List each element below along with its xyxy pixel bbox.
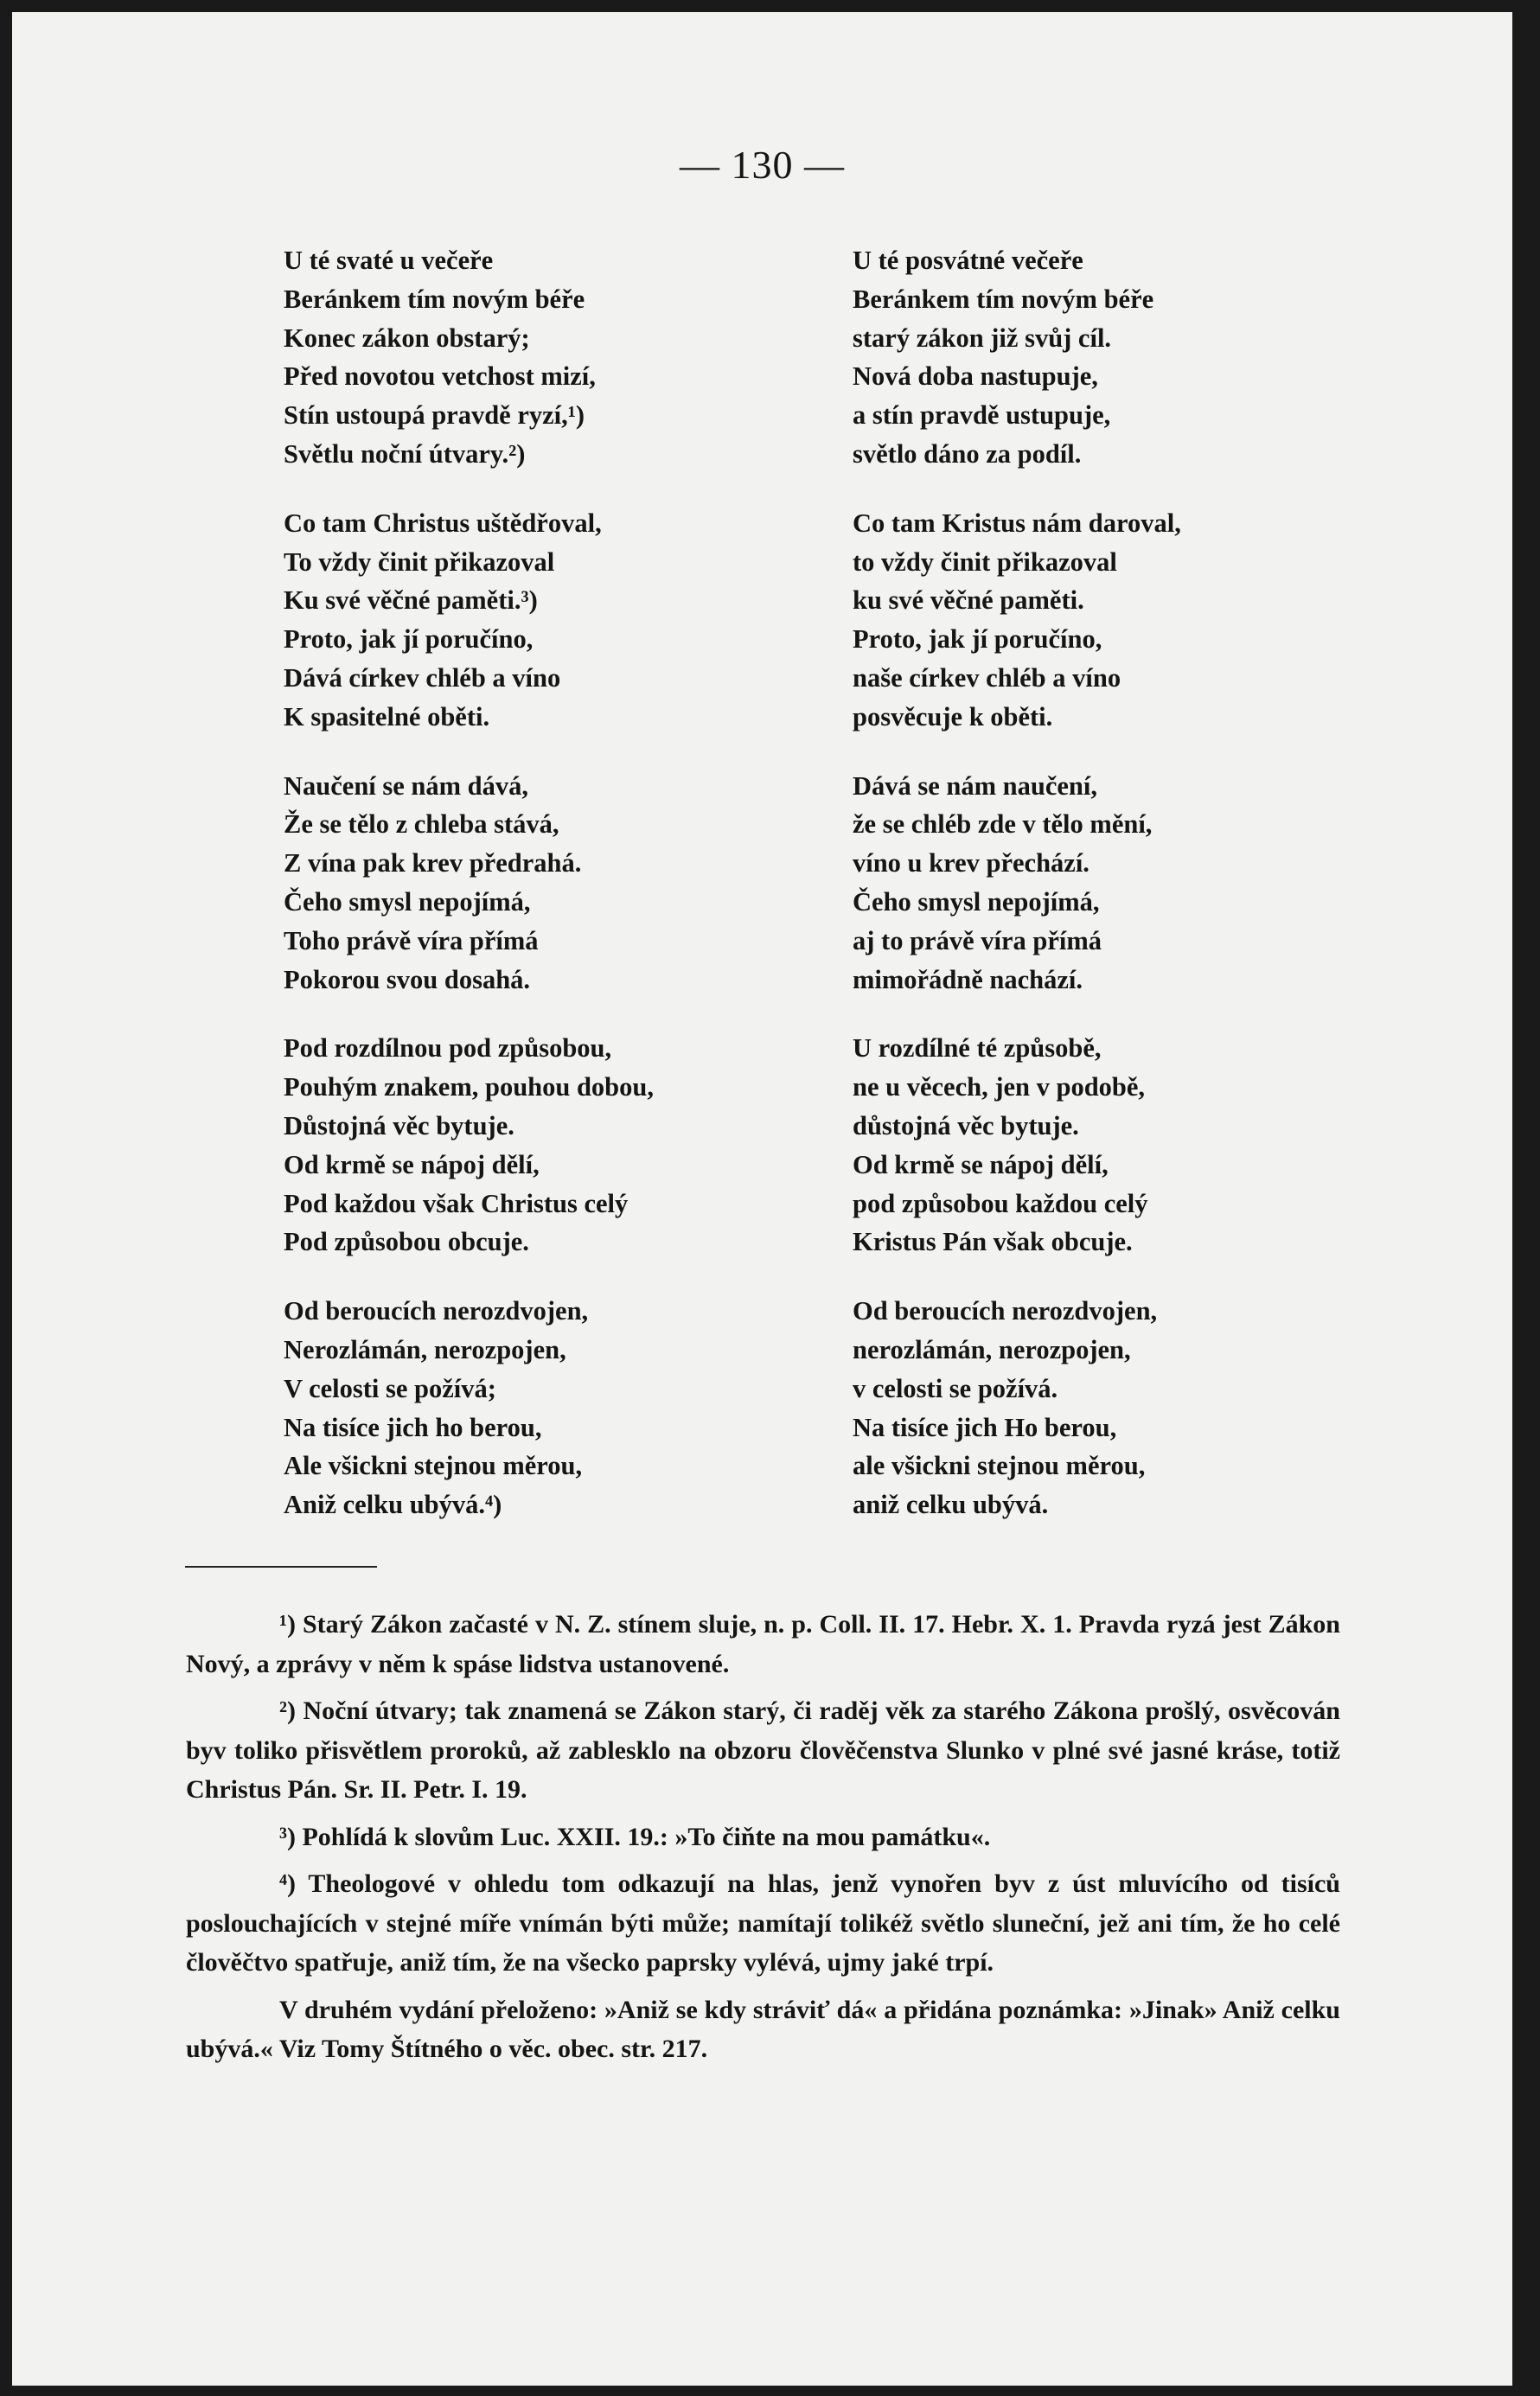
verse-line: Proto, jak jí poručíno, [284, 624, 534, 655]
verse-line: U rozdílné té způsobě, [853, 1033, 1102, 1064]
verse-line: Důstojná věc bytuje. [284, 1110, 514, 1140]
verse-line: a stín pravdě ustupuje, [853, 400, 1111, 431]
verse-line: aniž celku ubývá. [853, 1490, 1049, 1520]
verse-line: Čeho smysl nepojímá, [853, 886, 1100, 917]
verse-line: Beránkem tím novým béře [853, 284, 1154, 314]
verse-line: Pod způsobou obcuje. [284, 1227, 529, 1257]
verse-line: mimořádně nachází. [853, 964, 1083, 994]
verse-line: ale všickni stejnou měrou, [853, 1451, 1146, 1481]
verse-line: Od krmě se nápoj dělí, [284, 1149, 540, 1179]
verse-line: Že se tělo z chleba stává, [284, 809, 559, 840]
footnote: ³) Pohlídá k slovům Luc. XXII. 19.: »To čiňte na mou památku«. [279, 1822, 991, 1851]
verse-line: světlo dáno za podíl. [853, 438, 1082, 469]
stanza [853, 767, 1337, 1000]
verse-line: ku své věčné paměti. [853, 585, 1084, 616]
verse-line: Toho právě víra přímá [284, 925, 539, 955]
footnotes [186, 1605, 1340, 2077]
footnote: V druhém vydání přeloženo: »Aniž se kdy stráviť dá« a přidána poznámka: »Jinak» Aniž celku ubývá.« Viz Tomy Štítného o věc. obec. str. 217. [186, 1995, 1340, 2063]
verse-line: Beránkem tím novým béře [284, 284, 585, 314]
verse-line: Naučení se nám dává, [284, 770, 528, 801]
verse-line: Ale všickni stejnou měrou, [284, 1451, 583, 1481]
verse-line: Nová doba nastupuje, [853, 361, 1098, 392]
verse-line: Dává církev chléb a víno [284, 662, 561, 693]
verse-line: víno u krev přechází. [853, 848, 1090, 879]
verse-line: To vždy činit přikazoval [284, 546, 555, 577]
stanza [284, 241, 768, 474]
book-page [12, 12, 1512, 2386]
verse-line: že se chléb zde v tělo mění, [853, 809, 1153, 840]
verse-line: Z vína pak krev předrahá. [284, 848, 582, 879]
stanza [284, 1292, 768, 1524]
verse-line: Co tam Kristus nám daroval, [853, 508, 1181, 538]
verse-line: Pod rozdílnou pod způsobou, [284, 1033, 612, 1064]
verse-line: Před novotou vetchost mizí, [284, 361, 596, 392]
verse-line: Na tisíce jich Ho berou, [853, 1412, 1117, 1442]
verse-line: Pod každou však Christus celý [284, 1188, 629, 1218]
footnote: ⁴) Theologové v ohledu tom odkazují na hlas, jenž vynořen byv z úst mluvícího od tisíců poslouchajících v stejné míře vnímán býti může; namítají tolikéž světlo sluneční, jež ani tím, že ho celé člověčtvo spatřuje, aniž tím, že na všecko paprsky vylévá, ujmy jaké trpí. [186, 1869, 1340, 1977]
verse-line: pod způsobou každou celý [853, 1188, 1148, 1218]
verse-line: Konec zákon obstarý; [284, 323, 530, 353]
verse-line: Dává se nám naučení, [853, 770, 1097, 801]
verse-line: Od beroucích nerozdvojen, [853, 1296, 1158, 1326]
verse-line: Světlu noční útvary.²) [284, 438, 526, 469]
verse-line: U té posvátné večeře [853, 246, 1083, 275]
stanza [853, 1029, 1337, 1262]
original-poem-column [284, 241, 768, 1555]
verse-line: Na tisíce jich ho berou, [284, 1412, 542, 1442]
verse-line: posvěcuje k oběti. [853, 701, 1053, 732]
verse-line: starý zákon již svůj cíl. [853, 323, 1112, 353]
verse-line: V celosti se požívá; [284, 1373, 496, 1403]
verse-line: Pokorou svou dosahá. [284, 964, 531, 994]
verse-line: v celosti se požívá. [853, 1373, 1058, 1403]
footnote: ²) Noční útvary; tak znamená se Zákon starý, či raděj věk za starého Zákona prošlý, osvěcován byv toliko přisvětlem proroků, až zablesklo na obzoru člověčenstva Slunko v plné své jasné kráse, totiž Christus Pán. Sr. II. Petr. I. 19. [186, 1696, 1340, 1804]
verse-line: aj to právě víra přímá [853, 925, 1102, 955]
verse-line: nerozlámán, nerozpojen, [853, 1334, 1131, 1364]
verse-line: ne u věcech, jen v podobě, [853, 1072, 1146, 1102]
stanza [853, 504, 1337, 737]
verse-line: to vždy činit přikazoval [853, 546, 1117, 577]
verse-line: Čeho smysl nepojímá, [284, 886, 531, 917]
verse-line: Od beroucích nerozdvojen, [284, 1296, 589, 1326]
footnote: ¹) Starý Zákon začasté v N. Z. stínem sluje, n. p. Coll. II. 17. Hebr. X. 1. Pravda ryzá jest Zákon Nový, a zprávy v něm k spáse lidstva ustanovené. [186, 1610, 1340, 1678]
verse-line: naše církev chléb a víno [853, 662, 1121, 693]
verse-line: Pouhým znakem, pouhou dobou, [284, 1072, 654, 1102]
verse-line: důstojná věc bytuje. [853, 1110, 1079, 1140]
page-number: — 130 — [680, 143, 845, 187]
verse-line: Co tam Christus uštědřoval, [284, 508, 602, 538]
footnote-separator [185, 1566, 377, 1568]
verse-line: Nerozlámán, nerozpojen, [284, 1334, 566, 1364]
stanza [284, 504, 768, 737]
verse-line: Kristus Pán však obcuje. [853, 1227, 1133, 1257]
verse-line: Ku své věčné paměti.³) [284, 585, 538, 616]
verse-line: K spasitelné oběti. [284, 701, 490, 732]
verse-line: Proto, jak jí poručíno, [853, 624, 1102, 655]
stanza [284, 1029, 768, 1262]
verse-line: Stín ustoupá pravdě ryzí,¹) [284, 400, 585, 431]
stanza [853, 241, 1337, 474]
stanza [853, 1292, 1337, 1524]
verse-line: Od krmě se nápoj dělí, [853, 1149, 1109, 1179]
stanza [284, 767, 768, 1000]
modern-poem-column [853, 241, 1337, 1555]
verse-line: U té svaté u večeře [284, 246, 494, 275]
verse-line: Aniž celku ubývá.⁴) [284, 1490, 502, 1520]
